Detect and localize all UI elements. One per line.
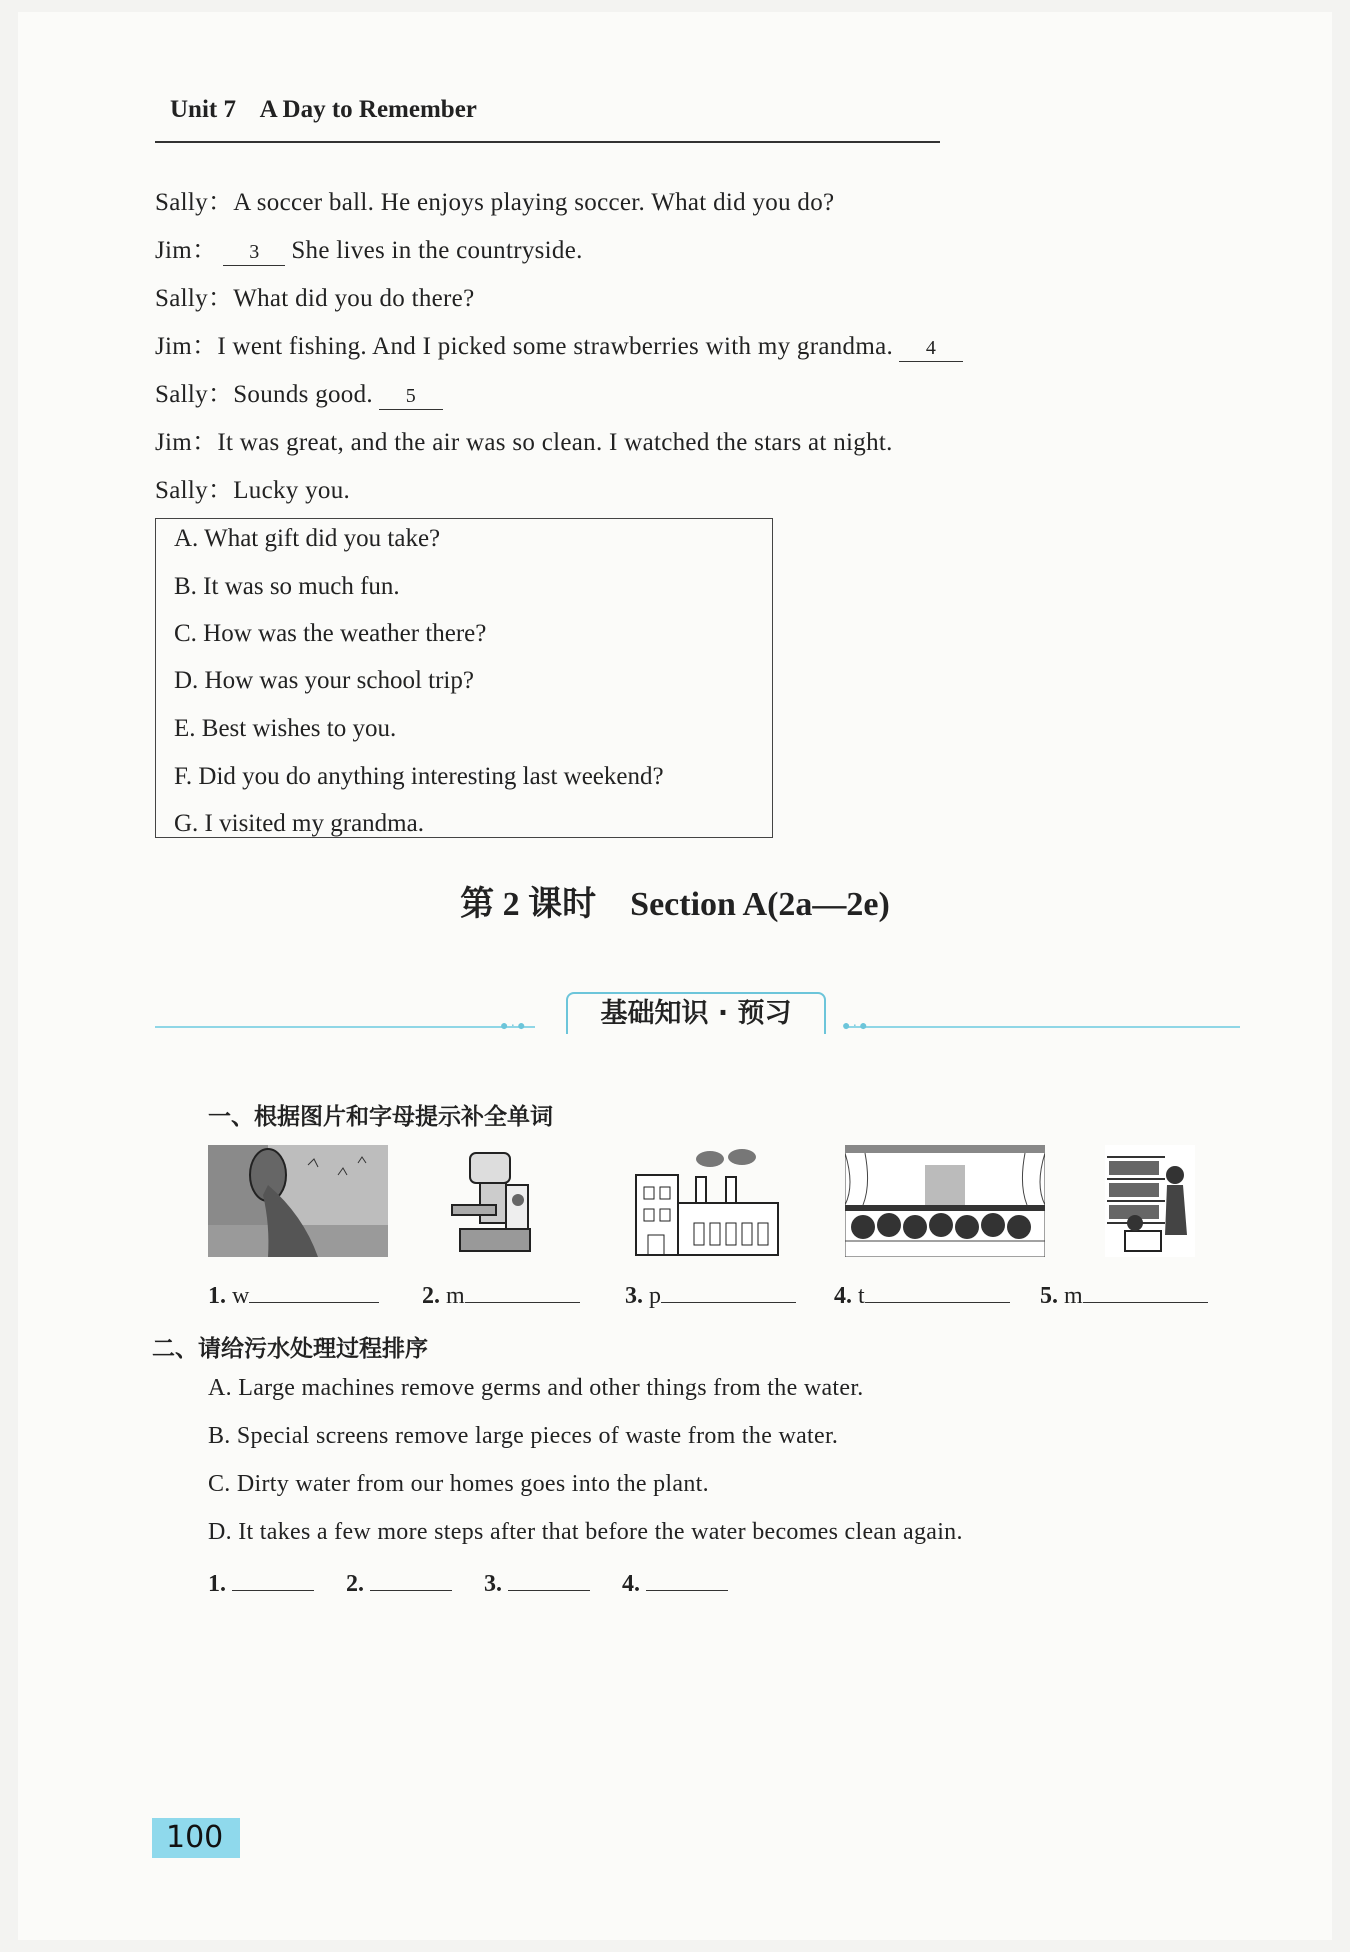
- options-box: [155, 518, 773, 838]
- separator: ：: [192, 333, 218, 360]
- part2-heading: 二、请给污水处理过程排序: [152, 1336, 428, 1362]
- hint-letter: p: [649, 1283, 661, 1309]
- answer-blank[interactable]: [465, 1278, 580, 1303]
- sewage-pipe-icon: [208, 1145, 388, 1257]
- dialogue-line-6: [155, 422, 893, 458]
- section-banner: 基础知识 · 预习: [566, 992, 826, 1034]
- speaker: Jim: [155, 333, 193, 360]
- line-text: What did you do there?: [233, 285, 475, 312]
- item-number: 5.: [1040, 1283, 1058, 1309]
- page-number: 100: [152, 1818, 240, 1858]
- option-e: E. Best wishes to you.: [174, 715, 397, 742]
- answer-blank[interactable]: [232, 1568, 314, 1591]
- speaker: Sally: [155, 477, 208, 504]
- order-answer-2: [346, 1568, 452, 1598]
- option-b: B. It was so much fun.: [174, 573, 400, 600]
- item-number: 3.: [484, 1571, 502, 1597]
- separator: ：: [207, 381, 234, 408]
- fill-item-2: [422, 1278, 580, 1310]
- line-text: It was great, and the air was so clean. I watched the stars at night.: [217, 429, 893, 456]
- step-b: B. Special screens remove large pieces of waste from the water.: [208, 1423, 839, 1449]
- part1-heading: 一、根据图片和字母提示补全单词: [208, 1104, 553, 1130]
- item-number: 2.: [346, 1571, 364, 1597]
- speaker: Jim: [155, 429, 193, 456]
- hint-letter: m: [1064, 1283, 1083, 1309]
- item-number: 1.: [208, 1283, 226, 1309]
- fill-item-5: [1040, 1278, 1208, 1310]
- separator: ：: [207, 285, 234, 312]
- speaker: Sally: [155, 381, 208, 408]
- option-g: G. I visited my grandma.: [174, 810, 424, 837]
- answer-blank[interactable]: [508, 1568, 590, 1591]
- order-answer-1: [208, 1568, 314, 1598]
- step-a: A. Large machines remove germs and other things from the water.: [208, 1375, 864, 1401]
- lesson-title: 第 2 课时 Section A(2a—2e): [460, 886, 890, 923]
- dialogue-line-5: [155, 374, 449, 410]
- answer-blank[interactable]: [865, 1278, 1010, 1303]
- item-number: 3.: [625, 1283, 643, 1309]
- item-number: 4.: [834, 1283, 852, 1309]
- speaker: Jim: [155, 237, 193, 264]
- line-text: She lives in the countryside.: [291, 237, 583, 264]
- answer-blank[interactable]: [1083, 1278, 1208, 1303]
- order-answer-4: [622, 1568, 728, 1598]
- blank-3[interactable]: 3: [223, 239, 285, 266]
- dialogue-line-4: [155, 326, 969, 362]
- answer-blank[interactable]: [646, 1568, 728, 1591]
- header-rule: [155, 141, 940, 143]
- machine-icon: [440, 1145, 540, 1257]
- fill-item-1: [208, 1278, 379, 1310]
- banner-dots-left: ●·●: [500, 1019, 528, 1034]
- line-text: I went fishing. And I picked some strawberries with my grandma.: [217, 333, 894, 360]
- item-number: 1.: [208, 1571, 226, 1597]
- dialogue-line-7: [155, 470, 350, 506]
- separator: ：: [192, 237, 218, 264]
- item-number: 2.: [422, 1283, 440, 1309]
- factory-icon: [632, 1145, 782, 1257]
- separator: ：: [192, 429, 218, 456]
- answer-blank[interactable]: [249, 1278, 379, 1303]
- separator: ：: [207, 189, 234, 216]
- blank-5[interactable]: 5: [379, 383, 443, 410]
- option-f: F. Did you do anything interesting last weekend?: [174, 763, 664, 790]
- separator: ：: [207, 477, 234, 504]
- hint-letter: w: [232, 1283, 250, 1309]
- step-c: C. Dirty water from our homes goes into the plant.: [208, 1471, 709, 1497]
- line-text: Sounds good.: [233, 381, 373, 408]
- option-a: A. What gift did you take?: [174, 525, 441, 552]
- line-text: A soccer ball. He enjoys playing soccer. What did you do?: [233, 189, 835, 216]
- banner-dots-right: ●·●: [842, 1019, 870, 1034]
- hint-letter: m: [446, 1283, 465, 1309]
- blank-4[interactable]: 4: [899, 335, 963, 362]
- speaker: Sally: [155, 189, 208, 216]
- line-text: Lucky you.: [233, 477, 351, 504]
- answer-blank[interactable]: [661, 1278, 796, 1303]
- banner-line-right: [845, 1026, 1240, 1028]
- dialogue-line-3: [155, 278, 474, 314]
- fill-item-3: [625, 1278, 796, 1310]
- order-answer-3: [484, 1568, 590, 1598]
- step-d: D. It takes a few more steps after that before the water becomes clean again.: [208, 1519, 963, 1545]
- dialogue-line-2: [155, 230, 583, 266]
- item-number: 4.: [622, 1571, 640, 1597]
- option-d: D. How was your school trip?: [174, 667, 474, 694]
- fill-item-4: [834, 1278, 1010, 1310]
- option-c: C. How was the weather there?: [174, 620, 487, 647]
- supermarket-icon: [1105, 1145, 1195, 1257]
- hint-letter: t: [858, 1283, 865, 1309]
- speaker: Sally: [155, 285, 208, 312]
- dialogue-line-1: [155, 182, 834, 218]
- unit-title: Unit 7 A Day to Remember: [170, 96, 477, 123]
- banner-line-left: [155, 1026, 535, 1028]
- theater-stage-icon: [845, 1145, 1045, 1257]
- answer-blank[interactable]: [370, 1568, 452, 1591]
